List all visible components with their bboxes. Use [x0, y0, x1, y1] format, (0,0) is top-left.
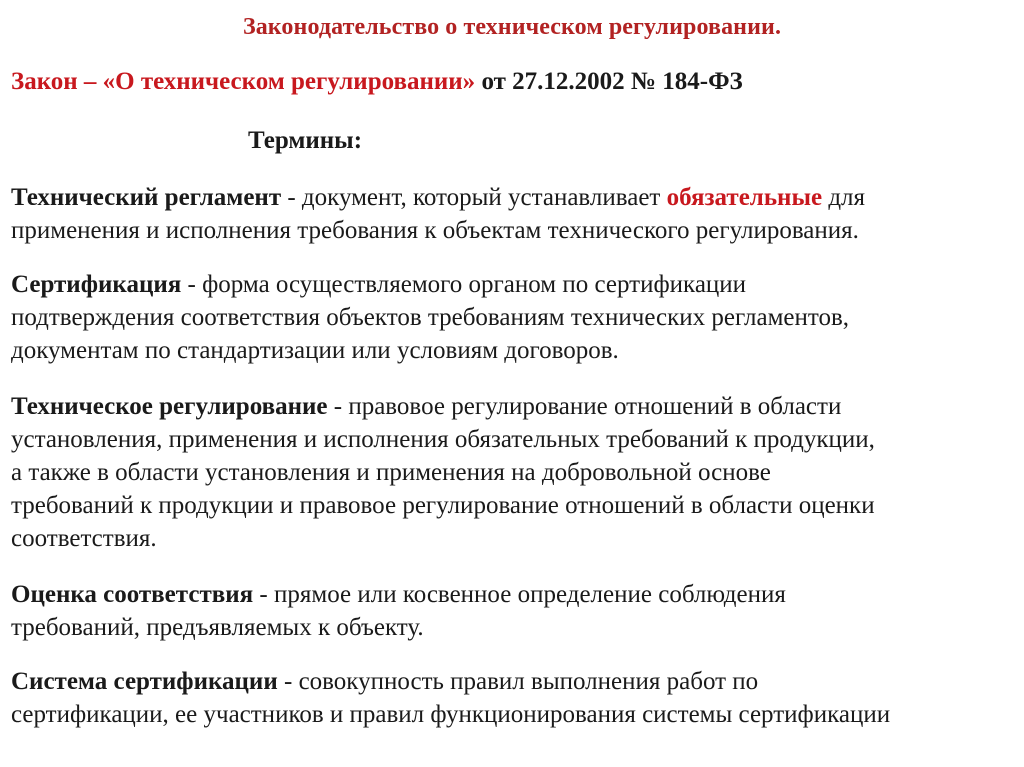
term-line: а также в области установления и применения на добровольной основе	[11, 459, 771, 486]
term-line: документам по стандартизации или условиям договоров.	[11, 337, 619, 364]
term-line	[11, 268, 1016, 301]
slide-title: Законодательство о техническом регулировании.	[242, 14, 782, 40]
term-line: подтверждения соответствия объектов требованиям технических регламентов,	[11, 304, 850, 331]
law-name: Закон – «О техническом регулировании»	[11, 68, 476, 95]
term-conformity-assessment	[11, 578, 1016, 644]
term-name: Техническое регулирование	[11, 393, 328, 420]
term-line: применения и исполнения требования к объектам технического регулирования.	[11, 217, 859, 244]
term-certification	[11, 268, 1016, 367]
term-definition: - форма осуществляемого органом по сертификации	[181, 271, 747, 298]
term-line	[11, 181, 1016, 214]
term-line: сертификации, ее участников и правил функционирования системы сертификации	[11, 701, 891, 728]
term-definition: для	[822, 184, 866, 211]
law-reference	[11, 68, 743, 96]
term-definition: - совокупность правил выполнения работ по	[277, 668, 759, 695]
term-line: требований к продукции и правовое регулирование отношений в области оценки	[11, 492, 875, 519]
law-details: от 27.12.2002 № 184-ФЗ	[475, 68, 743, 95]
term-line	[11, 390, 1016, 423]
terms-heading: Термины:	[248, 127, 363, 154]
term-name: Сертификация	[11, 271, 182, 298]
term-technical-regulation-document	[11, 181, 1016, 247]
term-definition: - правовое регулирование отношений в области	[327, 393, 842, 420]
term-name: Оценка соответствия	[11, 581, 254, 608]
term-line: установления, применения и исполнения обязательных требований к продукции,	[11, 426, 875, 453]
term-technical-regulation	[11, 390, 1016, 555]
term-line	[11, 578, 1016, 611]
term-accent-word: обязательные	[666, 184, 823, 211]
term-definition: - документ, который устанавливает	[281, 184, 667, 211]
term-name: Технический регламент	[11, 184, 282, 211]
term-name: Система сертификации	[11, 668, 278, 695]
term-line	[11, 665, 1016, 698]
term-line: требований, предъявляемых к объекту.	[11, 614, 424, 641]
term-line: соответствия.	[11, 525, 157, 552]
term-certification-system	[11, 665, 1016, 731]
term-definition: - прямое или косвенное определение соблюдения	[253, 581, 786, 608]
